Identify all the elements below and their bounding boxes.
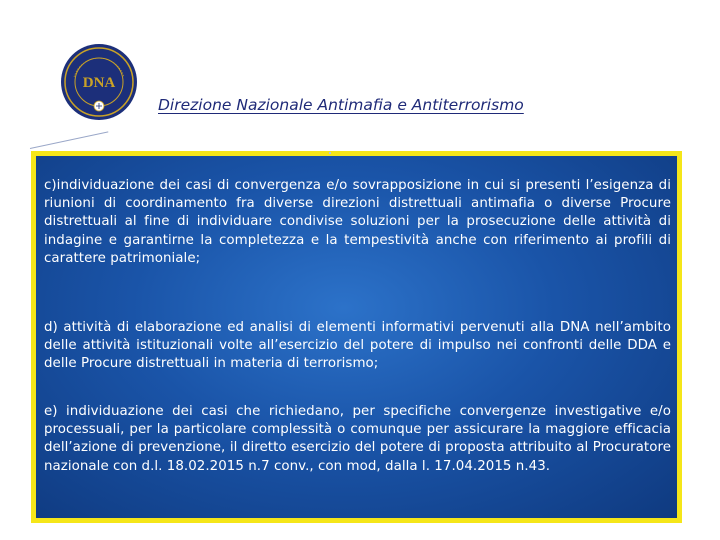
dna-logo	[60, 43, 138, 121]
decorative-dot	[329, 152, 331, 154]
decorative-line	[30, 131, 108, 149]
paragraph-c: c)individuazione dei casi di convergenza e/o sovrapposizione in cui si presenti l’esigenza di riunioni di coordinamento fra diverse direzioni distrettuali antimafia o diverse Procure distrettuali al fine di individuare condivise soluzioni per la prosecuzione delle attività di indagine e garantirne la completezza e la tempestività anche con riferimento ai profili di carattere patrimoniale;	[44, 178, 671, 266]
paragraph-e: e) individuazione dei casi che richiedano, per specifiche convergenze investigative e/o processuali, per la particolare complessità o comunque per assicurare la maggiore efficacia dell’azione di prevenzione, il diretto esercizio del potere di proposta attribuito al Procuratore nazionale con d.l. 18.02.2015 n.7 conv., con mod, dalla l. 17.04.2015 n.43.	[44, 404, 671, 474]
page-title: Direzione Nazionale Antimafia e Antiterrorismo	[158, 96, 524, 114]
svg-text:DNA: DNA	[82, 75, 116, 91]
paragraph-d: d) attività di elaborazione ed analisi di elementi informativi pervenuti alla DNA nell’ambito delle attività istituzionali volte all’esercizio del potere di impulso nei confronti delle DDA e delle Procure distrettuali in materia di terrorismo;	[44, 320, 671, 372]
